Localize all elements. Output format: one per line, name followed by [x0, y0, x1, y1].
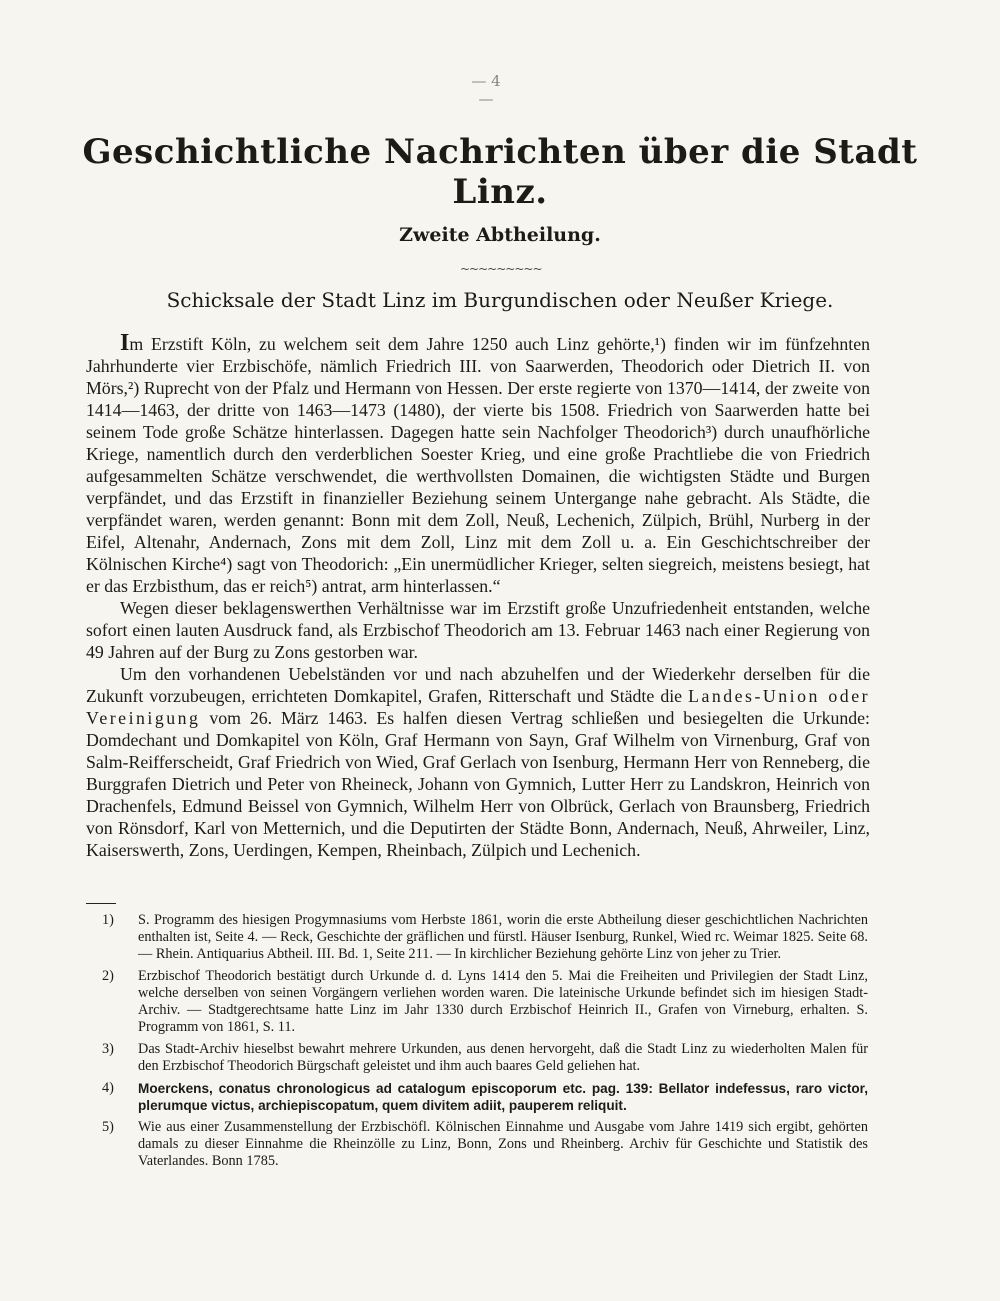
- page-title: Geschichtliche Nachrichten über die Stadt Linz.: [82, 132, 918, 212]
- footnotes: [78, 912, 868, 1175]
- footnote-5: [78, 1119, 868, 1170]
- section-heading: Schicksale der Stadt Linz im Burgundischen oder Neußer Kriege.: [166, 288, 834, 312]
- paragraph-3-start: Um den vorhandenen Uebelständen vor und nach abzuhelfen und der Wiederkehr derselben für die Zukunft vorzubeugen, errichteten Domkapitel, Grafen, Ritterschaft und Städte die: [86, 664, 870, 706]
- body-text: [86, 332, 870, 861]
- footnote-number: 1): [102, 912, 114, 928]
- ornament-divider: ~~~~~~~~~: [460, 262, 542, 276]
- footnote-number: 4): [102, 1080, 114, 1096]
- footnote-number: 2): [102, 968, 114, 984]
- page-subtitle: Zweite Abtheilung.: [399, 224, 601, 246]
- footnote-4: [78, 1080, 868, 1114]
- paragraph-3-emphasis: Landes-Union oder Vereinigung: [86, 686, 871, 728]
- footnote-2: [78, 968, 868, 1036]
- footnote-number: 5): [102, 1119, 114, 1135]
- footnote-text: S. Programm des hiesigen Progymnasiums vom Herbste 1861, worin die erste Abtheilung dieser geschichtlichen Nachrichten enthalten ist, Seite 4. — Reck, Geschichte der gräflichen und fürstl. Häuser Isenburg, Runkel, Wied rc. Weimar 1825. Seite 68. — Rhein. Antiquarius Abtheil. III. Bd. 1, Seite 211. — In kirchlicher Beziehung gehörte Linz von jeher zu Trier.: [138, 912, 868, 962]
- footnote-1: [78, 912, 868, 963]
- paragraph-1-text: m Erzstift Köln, zu welchem seit dem Jahre 1250 auch Linz gehörte,¹) finden wir im fünfzehnten Jahrhunderte vier Erzbischöfe, nämlich Friedrich III. von Saarwerden, Theodorich oder Dietrich II. von Mörs,²) Ruprecht von der Pfalz und Hermann von Hessen. Der erste regierte von 1370—1414, der zweite von 1414—1463, der dritte von 1463—1473 (1480), der vierte bis 1508. Friedrich von Saarwerden hatte bei seinem Tode große Schätze hinterlassen. Dagegen hatte sein Nachfolger Theodorich³) durch unaufhörliche Kriege, namentlich durch den verderblichen Soester Krieg, und eine große Prachtliebe die von Friedrich aufgesammelten Schätze verschwendet, die werthvollsten Domainen, die wichtigsten Städte und Burgen verpfändet, und das Erzstift in finanzieller Beziehung seinem Untergange nahe gebracht. Als Städte, die verpfändet waren, werden genannt: Bonn mit dem Zoll, Neuß, Lechenich, Zülpich, Brühl, Nurberg in der Eifel, Altenahr, Andernach, Zons mit dem Zoll, Linz mit dem Zoll u. a. Ein Geschichtschreiber der Kölnischen Kirche⁴) sagt von Theodorich: „Ein unermüdlicher Krieger, selten siegreich, meistens besiegt, hat er das Erzbisthum, das er reich⁵) antrat, arm hinterlassen.“: [86, 334, 870, 596]
- footnote-3: [78, 1041, 868, 1075]
- page-number: — 4 —: [471, 72, 501, 108]
- drop-cap: I: [120, 330, 130, 356]
- paragraph-3: [86, 663, 870, 861]
- footnote-text: Das Stadt-Archiv hieselbst bewahrt mehrere Urkunden, aus denen hervorgeht, daß die Stadt Linz zu wiederholten Malen für den Erzbischof Theodorich Bürgschaft geleistet und ihm auch baares Geld geliehen hat.: [138, 1041, 868, 1074]
- paragraph-3-end: vom 26. März 1463. Es halfen diesen Vertrag schließen und besiegelten die Urkunde: Domdechant und Domkapitel von Köln, Graf Hermann von Sayn, Graf Wilhelm von Virnenburg, Graf von Salm-Reifferscheidt, Graf Friedrich von Wied, Graf Gerlach von Isenburg, Hermann Herr von Renneberg, die Burggrafen Dietrich und Peter von Rheineck, Johann von Gymnich, Lutter Herr zu Landskron, Heinrich von Drachenfels, Edmund Beissel von Gymnich, Wilhelm Herr von Olbrück, Gerlach von Braunsberg, Friedrich von Rönsdorf, Karl von Metternich, und die Deputirten der Städte Bonn, Andernach, Neuß, Ahrweiler, Linz, Kaiserswerth, Zons, Uerdingen, Kempen, Rheinbach, Zülpich und Lechenich.: [86, 708, 870, 860]
- footnote-text: Erzbischof Theodorich bestätigt durch Urkunde d. d. Lyns 1414 den 5. Mai die Freiheiten und Privilegien der Stadt Linz, welche derselben von seinen Vorgängern verliehen worden waren. Die lateinische Urkunde befindet sich im hiesigen Stadt-Archiv. — Stadtgerechtsame hatte Linz im Jahr 1330 durch Erzbischof Heinrich II., Grafen von Virneburg, erhalten. S. Programm von 1861, S. 11.: [138, 968, 868, 1035]
- footnote-number: 3): [102, 1041, 114, 1057]
- paragraph-1: [86, 332, 870, 597]
- footnote-text: Moerckens, conatus chronologicus ad catalogum episcoporum etc. pag. 139: Bellator indefessus, raro victor, plerumque victus, archiepiscopatum, quem divitem adiit, pauperem reliquit.: [138, 1081, 868, 1113]
- footnote-rule: [86, 903, 116, 904]
- paragraph-2: Wegen dieser beklagenswerthen Verhältnisse war im Erzstift große Unzufriedenheit entstanden, welche sofort einen lauten Ausdruck fand, als Erzbischof Theodorich am 13. Februar 1463 nach einer Regierung von 49 Jahren auf der Burg zu Zons gestorben war.: [86, 598, 870, 662]
- footnote-text: Wie aus einer Zusammenstellung der Erzbischöfl. Kölnischen Einnahme und Ausgabe vom Jahre 1419 sich ergibt, gehörten damals zu dieser Einnahme die Rheinzölle zu Linz, Bonn, Zons und Rheinberg. Archiv für Geschichte und Statistik des Vaterlandes. Bonn 1785.: [138, 1119, 868, 1169]
